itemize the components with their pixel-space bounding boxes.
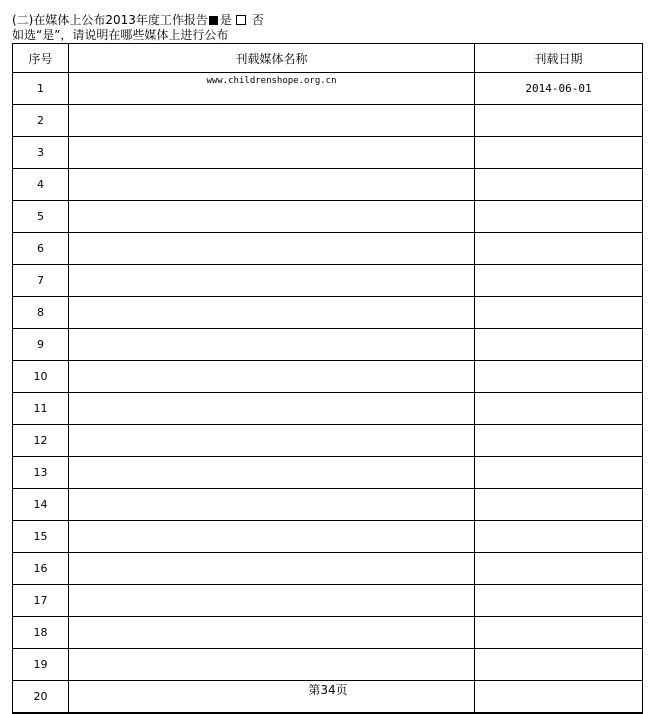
row-number: 7 xyxy=(13,265,69,297)
row-number: 19 xyxy=(13,649,69,681)
table-row xyxy=(13,137,643,169)
table-row xyxy=(13,105,643,137)
row-number: 11 xyxy=(13,393,69,425)
table-row xyxy=(13,521,643,553)
media-name-cell xyxy=(69,521,475,553)
media-name-cell xyxy=(69,617,475,649)
date-cell xyxy=(475,393,643,425)
header-date: 刊载日期 xyxy=(475,44,643,73)
date-cell xyxy=(475,105,643,137)
media-name-cell xyxy=(69,169,475,201)
date-cell xyxy=(475,617,643,649)
table-row xyxy=(13,649,643,681)
table-row xyxy=(13,169,643,201)
date-cell xyxy=(475,489,643,521)
media-name-cell xyxy=(69,489,475,521)
row-number: 5 xyxy=(13,201,69,233)
table-row xyxy=(13,233,643,265)
media-name-cell xyxy=(69,137,475,169)
row-number: 3 xyxy=(13,137,69,169)
row-number: 14 xyxy=(13,489,69,521)
row-number: 9 xyxy=(13,329,69,361)
date-cell xyxy=(475,457,643,489)
date-cell xyxy=(475,553,643,585)
media-name-cell xyxy=(69,457,475,489)
media-table xyxy=(12,43,643,714)
media-name-cell xyxy=(69,361,475,393)
row-number: 13 xyxy=(13,457,69,489)
row-number: 20 xyxy=(13,681,69,714)
media-name-cell xyxy=(69,649,475,681)
media-name-cell xyxy=(69,105,475,137)
table-row xyxy=(13,73,643,105)
row-number: 6 xyxy=(13,233,69,265)
date-cell xyxy=(475,361,643,393)
media-name-cell xyxy=(69,393,475,425)
table-row xyxy=(13,425,643,457)
media-name-cell xyxy=(69,233,475,265)
row-number: 2 xyxy=(13,105,69,137)
table-row xyxy=(13,489,643,521)
media-name-cell xyxy=(69,201,475,233)
table-row xyxy=(13,329,643,361)
table-row xyxy=(13,457,643,489)
media-name-cell xyxy=(69,553,475,585)
table-row xyxy=(13,297,643,329)
row-number: 16 xyxy=(13,553,69,585)
date-cell xyxy=(475,297,643,329)
question-line xyxy=(12,13,264,27)
date-cell xyxy=(475,329,643,361)
table-header-row xyxy=(13,44,643,73)
table-row xyxy=(13,553,643,585)
date-cell xyxy=(475,137,643,169)
table-row xyxy=(13,265,643,297)
instruction-line: 如选“是”，请说明在哪些媒体上进行公布 xyxy=(12,28,229,42)
date-cell: 2014-06-01 xyxy=(475,73,643,105)
media-name-cell xyxy=(69,585,475,617)
row-number: 17 xyxy=(13,585,69,617)
date-cell xyxy=(475,649,643,681)
media-name-cell xyxy=(69,329,475,361)
header-media-name: 刊载媒体名称 xyxy=(69,44,475,73)
question-text: (二)在媒体上公布2013年度工作报告 xyxy=(12,13,208,27)
no-label: 否 xyxy=(251,13,264,27)
row-number: 10 xyxy=(13,361,69,393)
table-row xyxy=(13,393,643,425)
no-checkbox-empty[interactable] xyxy=(236,15,246,25)
date-cell xyxy=(475,521,643,553)
yes-checkbox-checked[interactable] xyxy=(209,16,218,25)
date-cell xyxy=(475,585,643,617)
table-row xyxy=(13,585,643,617)
date-cell xyxy=(475,425,643,457)
row-number: 18 xyxy=(13,617,69,649)
table-row xyxy=(13,201,643,233)
date-cell xyxy=(475,233,643,265)
table-row xyxy=(13,361,643,393)
date-cell xyxy=(475,265,643,297)
date-cell xyxy=(475,169,643,201)
row-number: 8 xyxy=(13,297,69,329)
header-no: 序号 xyxy=(13,44,69,73)
media-name-cell: www.childrenshope.org.cn xyxy=(69,73,475,105)
row-number: 4 xyxy=(13,169,69,201)
media-name-cell xyxy=(69,297,475,329)
row-number: 1 xyxy=(13,73,69,105)
date-cell xyxy=(475,201,643,233)
media-name-cell xyxy=(69,425,475,457)
table-row xyxy=(13,617,643,649)
row-number: 15 xyxy=(13,521,69,553)
row-number: 12 xyxy=(13,425,69,457)
yes-label: 是 xyxy=(219,13,232,27)
page-number: 第34页 xyxy=(308,683,348,697)
media-name-cell xyxy=(69,265,475,297)
